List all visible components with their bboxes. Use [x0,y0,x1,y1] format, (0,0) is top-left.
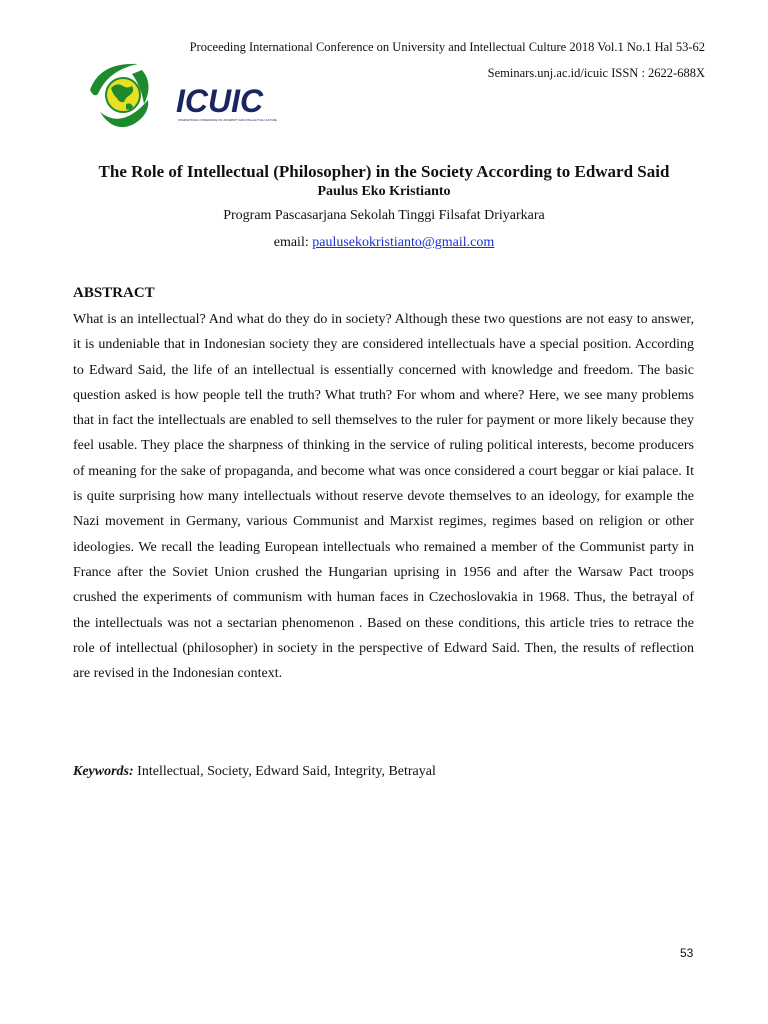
author-affiliation: Program Pascasarjana Sekolah Tinggi Filsafat Driyarkara [223,208,545,223]
author-email-line [0,235,768,251]
running-header-issn: Seminars.unj.ac.id/icuic ISSN : 2622-688X [487,66,705,80]
paper-title: The Role of Intellectual (Philosopher) in the Society According to Edward Said [98,162,670,181]
page-number: 53 [680,946,694,960]
icuic-logo [78,60,308,140]
running-header-proceeding: Proceeding International Conference on University and Intellectual Culture 2018 Vol.1 No.1 Hal 53-62 [189,40,705,54]
abstract-heading: ABSTRACT [73,285,155,301]
keywords-label: Keywords: [73,764,134,779]
keywords-list: Intellectual, Society, Edward Said, Integrity, Betrayal [137,764,436,779]
author-name: Paulus Eko Kristianto [317,184,451,199]
abstract-text: What is an intellectual? And what do they do in society? Although these two questions are not easy to answer, it is undeniable that in Indonesian society they are considered intellectuals have a special position. According to Edward Said, the life of an intellectual is essentially concerned with knowledge and freedom. The basic question asked is how people tell the truth? What truth? For whom and where? Here, we see many problems that in fact the intellectuals are enabled to sell themselves to the ruler for payment or more likely because they feel usable. They place the sharpness of thinking in the service of ruling political interests, become producers of meaning for the sake of propaganda, and become what was once considered a court beggar or kiai palace. It is quite surprising how many intellectuals without reserve devote themselves to an ideology, for example the Nazi movement in Germany, various Communist and Marxist regimes, regimes based on religion or other ideologies. We recall the leading European intellectuals who remained a member of the Communist party in France after the Soviet Union crushed the Hungarian uprising in 1956 and after the Warsaw Pact troops crushed the experiments of communism with human faces in Czechoslovakia in 1968. Thus, the betrayal of the intellectuals was not a sectarian phenomenon . Based on these conditions, this article tries to retrace the role of intellectual (philosopher) in society in the perspective of Edward Said. Then, the results of reflection are revised in the Indonesian context. [73,312,694,682]
email-link[interactable]: paulusekokristianto@gmail.com [312,235,495,250]
logo-wordmark: ICUIC [176,83,264,119]
keywords-line [73,764,436,780]
logo-subtitle: INTERNATIONAL CONFERENCE ON UNIVERSITY AND INTELLECTUAL CULTURE [178,119,277,122]
email-label: email: [273,235,309,250]
